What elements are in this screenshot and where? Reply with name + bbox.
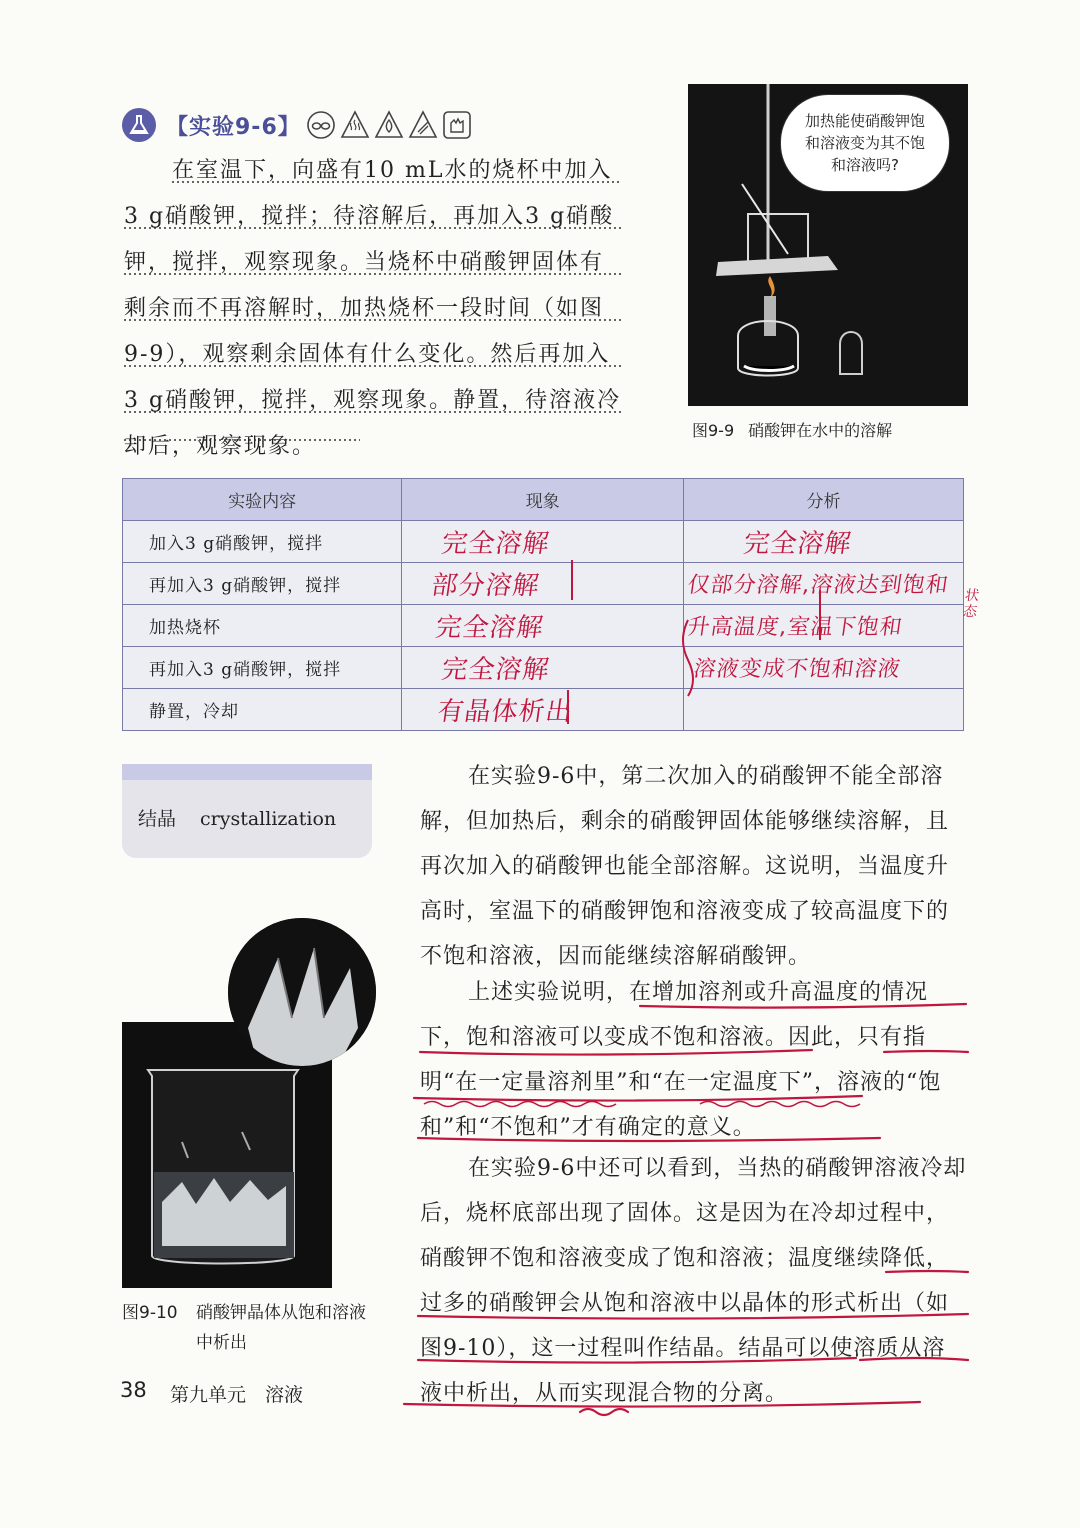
page-number: 38: [120, 1378, 147, 1402]
handwritten-phenomenon: 完全溶解: [433, 613, 547, 643]
sharp-object-icon: [408, 110, 438, 140]
experiment-table: [122, 478, 964, 731]
empty-analysis-cell: [684, 689, 964, 731]
handwritten-phenomenon: 完全溶解: [439, 529, 553, 559]
question-speech-bubble: [780, 94, 950, 192]
handwritten-analysis: 完全溶解: [741, 529, 854, 559]
hot-surface-icon: [340, 110, 370, 140]
row-content: 再加入3 g硝酸钾，搅拌: [123, 563, 402, 605]
header-content: 实验内容: [123, 479, 402, 521]
bubble-text: 加热能使硝酸钾饱和溶液变为其不饱和溶液吗?: [804, 112, 925, 174]
vocab-chinese: 结晶: [138, 808, 177, 830]
figure-9-9-caption: [692, 418, 892, 441]
figure-9-10-title-line2: 中析出: [196, 1333, 247, 1353]
experiment-description: 在室温下，向盛有10 mL水的烧杯中加入3 g硝酸钾，搅拌；待溶解后，再加入3 g硝酸钾，搅拌，观察现象。当烧杯中硝酸钾固体有剩余而不再溶解时，加热烧杯一段时间（如图9-9），观察剩余固体有什么变化。然后再加入3 g硝酸钾，搅拌，观察现象。静置，待溶液冷却后，观察现象。: [124, 158, 622, 459]
row-content: 再加入3 g硝酸钾，搅拌: [123, 647, 402, 689]
table-header-row: [123, 479, 964, 521]
vocab-english: crystallization: [200, 808, 337, 830]
paragraph-3: 在实验9-6中还可以看到，当热的硝酸钾溶液冷却后，烧杯底部出现了固体。这是因为在冷却过程中，硝酸钾不饱和溶液变成了饱和溶液；温度继续降低，过多的硝酸钾会从饱和溶液中以晶体的形式析出（如图9-10），这一过程叫作结晶。结晶可以使溶质从溶液中析出，从而实现混合物的分离。: [420, 1156, 967, 1406]
handwritten-phenomenon: 部分溶解: [429, 571, 543, 601]
paragraph-1: 在实验9-6中，第二次加入的硝酸钾不能全部溶解，但加热后，剩余的硝酸钾固体能够继续溶解，且再次加入的硝酸钾也能全部溶解。这说明，当温度升高时，室温下的硝酸钾饱和溶液变成了较高温度下的不饱和溶液，因而能继续溶解硝酸钾。: [420, 764, 950, 969]
handwritten-analysis: 溶液变成不饱和溶液: [691, 657, 903, 682]
unit-title: 第九单元 溶液: [170, 1384, 304, 1406]
row-content: 静置，冷却: [123, 689, 402, 731]
vocabulary-box: [122, 764, 372, 858]
handwritten-margin-note: 状态: [961, 588, 982, 620]
figure-9-10-number: 图9-10: [122, 1303, 178, 1323]
handwritten-phenomenon: 完全溶解: [439, 655, 553, 685]
header-analysis: 分析: [684, 479, 964, 521]
table-row: [123, 563, 964, 605]
flame-safety-icon: [374, 110, 404, 140]
table-row: [123, 689, 964, 731]
experiment-flask-icon: [122, 108, 156, 142]
row-content: 加入3 g硝酸钾，搅拌: [123, 521, 402, 563]
table-row: [123, 521, 964, 563]
figure-9-9-title: 硝酸钾在水中的溶解: [748, 421, 893, 440]
figure-9-10-caption: [122, 1298, 402, 1358]
experiment-title: 【实验9-6】: [166, 115, 301, 140]
figure-9-10-title-line1: 硝酸钾晶体从饱和溶液: [196, 1303, 366, 1323]
row-content: 加热烧杯: [123, 605, 402, 647]
paragraph-2: 上述实验说明，在增加溶剂或升高温度的情况下，饱和溶液可以变成不饱和溶液。因此，只有指明“在一定量溶剂里”和“在一定温度下”，溶液的“饱和”和“不饱和”才有确定的意义。: [420, 980, 942, 1140]
table-row: [123, 647, 964, 689]
hand-wash-icon: [442, 110, 472, 140]
handwritten-analysis: 仅部分溶解,溶液达到饱和: [685, 573, 951, 598]
handwritten-analysis: 升高温度,室温下饱和: [685, 615, 905, 640]
goggles-safety-icon: [306, 110, 336, 140]
crystal-closeup-photo: [228, 918, 376, 1066]
figure-9-9-number: 图9-9: [692, 421, 735, 440]
handwritten-phenomenon: 有晶体析出: [435, 697, 576, 727]
table-row: [123, 605, 964, 647]
header-phenomenon: 现象: [402, 479, 684, 521]
